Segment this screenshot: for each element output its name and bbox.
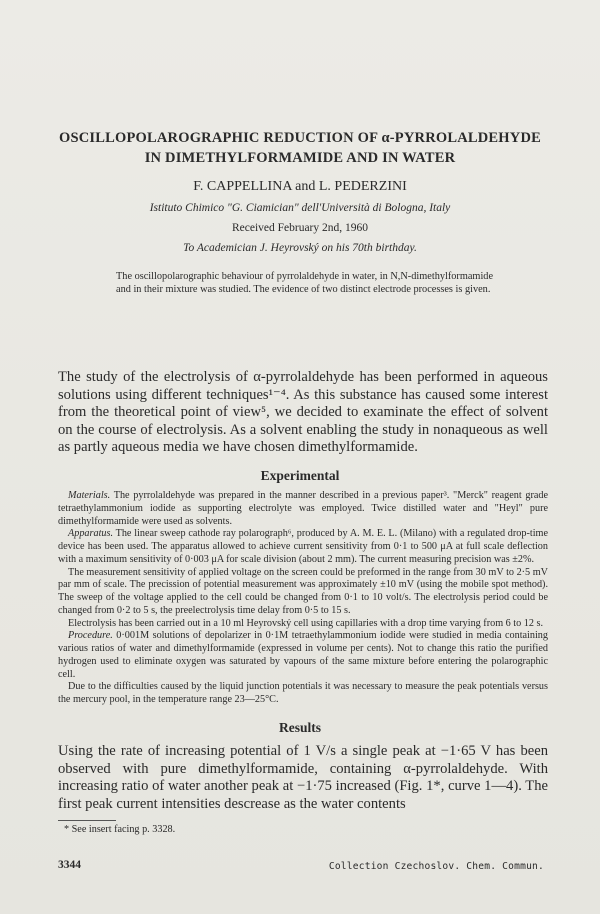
materials-text: The pyrrolaldehyde was prepared in the manner described in a previous paper³. "Merck" reagent grade tetraethylammonium iodide as supporting electrolyte was employed. Twice distilled water and "Heyl" pure dimethylformamide were used as solvents. [58, 490, 548, 527]
authors: F. CAPPELLINA and L. PEDERZINI [193, 179, 407, 194]
apparatus-text: The linear sweep cathode ray polarograph⁶, produced by A. M. E. L. (Milano) with a regulated drop-time device has been used. The apparatus allowed to achieve current sensitivity from 0·1 to 500 μA at full scale deflection with a maximum sensitivity of 0·003 μA for scale division (about 2 mm). The current measuring precision was ±2%. [58, 528, 548, 565]
page-number: 3344 [58, 859, 81, 871]
materials-label: Materials. [68, 490, 111, 501]
title-line-1: OSCILLOPOLAROGRAPHIC REDUCTION OF α-PYRROLALDEHYDE [59, 130, 541, 146]
measurement-paragraph: The measurement sensitivity of applied voltage on the screen could be preformed in the range from 30 mV to 2·5 mV par mm of scale. The precission of potential measurement was approximately ±10 mV (using the mobile spot method). The sweep of the voltage applied to the cell could be changed from 0·1 to 10 volt/s. The electrolysis period could be changed from 0·2 to 5 s, the preelectrolysis time delay from 0·5 to 15 s. [58, 566, 548, 616]
footnote: * See insert facing p. 3328. [64, 824, 176, 835]
dedication: To Academician J. Heyrovský on his 70th birthday. [183, 242, 417, 254]
introduction-paragraph: The study of the electrolysis of α-pyrrolaldehyde has been performed in aqueous solutions using different techniques¹⁻⁴. As this substance has caused some interest from the theoretical point of view⁵, we decided to examinate the effect of solvent on the course of electrolysis. As a solvent enabling the study in nonaqueous as well as partly aqueous media we have chosen dimethylformamide. [58, 369, 548, 456]
title-line-2: IN DIMETHYLFORMAMIDE AND IN WATER [144, 150, 456, 166]
procedure-label: Procedure. [68, 630, 113, 642]
junction-paragraph: Due to the difficulties caused by the liquid junction potentials it was necessary to measure the peak potentials versus the mercury pool, in the temperature range 23—25°C. [58, 681, 548, 705]
received-date: Received February 2nd, 1960 [231, 222, 369, 234]
procedure-text: 0·001M solutions of depolarizer in 0·1M tetraethylammonium iodide were studied in media containing various ratios of water and dimethylformamide (expressed in volume per cents). Not to change this ratio the purified hydrogen used to eliminate oxygen was saturated by vapours of the same mixture before entering the polarographic cell. [58, 630, 548, 680]
apparatus-label: Apparatus. [68, 528, 113, 540]
institution: Istituto Chimico "G. Ciamician" dell'Università di Bologna, Italy [149, 202, 451, 214]
results-paragraph: Using the rate of increasing potential of 1 V/s a single peak at −1·65 V has been observed with pure dimethylformamide, containing α-pyrrolaldehyde. With increasing ratio of water another peak at −1·75 increased (Fig. 1*, curve 1—4). The first peak current intensities descrease as the water contents [58, 743, 548, 812]
experimental-section [58, 490, 548, 707]
electrolysis-paragraph: Electrolysis has been carried out in a 10 ml Heyrovský cell using capillaries with a drop time varying from 6 to 12 s. [68, 617, 544, 629]
abstract: The oscillopolarographic behaviour of pyrrolaldehyde in water, in N,N-dimethylformamide and in their mixture was studied. The evidence of two distinct electrode processes is given. [116, 271, 494, 295]
footnote-rule [58, 820, 116, 821]
results-heading: Results [278, 720, 321, 735]
paper-title [40, 128, 560, 168]
experimental-heading: Experimental [260, 468, 340, 483]
journal-name: Collection Czechoslov. Chem. Commun. [328, 861, 544, 872]
